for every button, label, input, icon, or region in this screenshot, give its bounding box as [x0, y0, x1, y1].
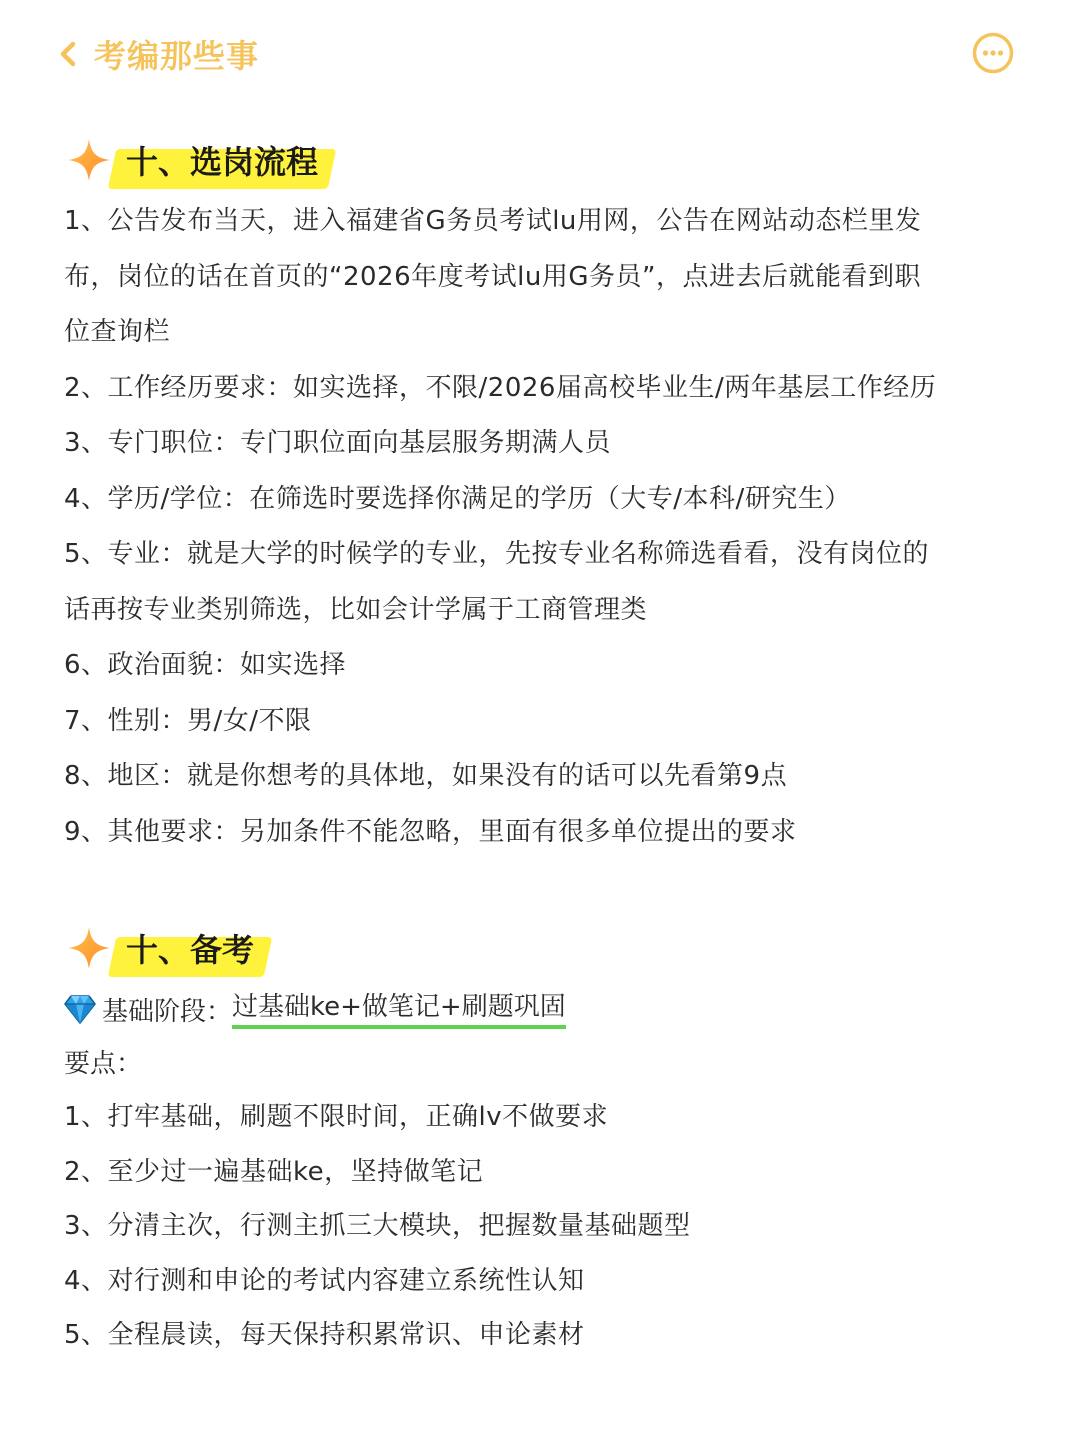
list-item: 1、打牢基础，刷题不限时间，正确lv不做要求 [64, 1102, 609, 1132]
list-item: 2、工作经历要求：如实选择，不限/2026届高校毕业生/两年基层工作经历 [64, 372, 937, 403]
process-list [64, 194, 1024, 860]
list-item: 话再按专业类别筛选，比如会计学属于工商管理类 [64, 594, 648, 625]
article-content [64, 130, 1024, 1363]
list-item: 1、公告发布当天，进入福建省G务员考试lu用网，公告在网站动态栏里发 [64, 206, 922, 236]
list-item: 位查询栏 [64, 317, 171, 347]
list-item: 4、学历/学位：在筛选时要选择你满足的学历（大专/本科/研究生） [64, 483, 851, 514]
back-button[interactable] [58, 30, 259, 78]
section-title: 十、备考 [120, 925, 262, 971]
list-item: 2、至少过一遍基础ke，坚持做笔记 [64, 1156, 484, 1187]
list-item: 5、全程晨读，每天保持积累常识、申论素材 [64, 1320, 585, 1350]
key-points-label: 要点： [64, 1049, 143, 1079]
section-title: 十、选岗流程 [120, 137, 326, 183]
more-button[interactable] [972, 32, 1014, 74]
section-heading [64, 130, 1024, 190]
list-item: 9、其他要求：另加条件不能忽略，里面有很多单位提出的要求 [64, 816, 797, 847]
list-item: 7、性别：男/女/不限 [64, 705, 312, 736]
top-bar [0, 0, 1080, 110]
section-exam-prep [64, 918, 1024, 1363]
list-item: 5、专业：就是大学的时候学的专业，先按专业名称筛选看看，没有岗位的 [64, 539, 930, 569]
stage-label: 基础阶段： [102, 996, 233, 1027]
stage-summary: 过基础ke+做笔记+刷题巩固 [232, 990, 566, 1029]
stage-heading [64, 980, 1024, 1038]
list-item: 布，岗位的话在首页的“2026年度考试lu用G务员”，点进去后就能看到职 [64, 261, 921, 292]
list-item: 8、地区：就是你想考的具体地，如果没有的话可以先看第9点 [64, 761, 788, 791]
key-points-list [64, 1090, 1024, 1363]
chevron-left-icon [58, 39, 78, 69]
section-selection-process [64, 130, 1024, 860]
list-item: 4、对行测和申论的考试内容建立系统性认知 [64, 1265, 585, 1296]
gem-icon [64, 994, 96, 1024]
list-item: 3、专门职位：专门职位面向基层服务期满人员 [64, 428, 612, 458]
sparkle-star-icon [66, 925, 112, 971]
list-item: 3、分清主次，行测主抓三大模块，把握数量基础题型 [64, 1211, 691, 1241]
sparkle-star-icon [66, 137, 112, 183]
section-heading [64, 918, 1024, 978]
page-title: 考编那些事 [94, 37, 260, 75]
more-icon [972, 32, 1014, 74]
list-item: 6、政治面貌：如实选择 [64, 650, 347, 680]
